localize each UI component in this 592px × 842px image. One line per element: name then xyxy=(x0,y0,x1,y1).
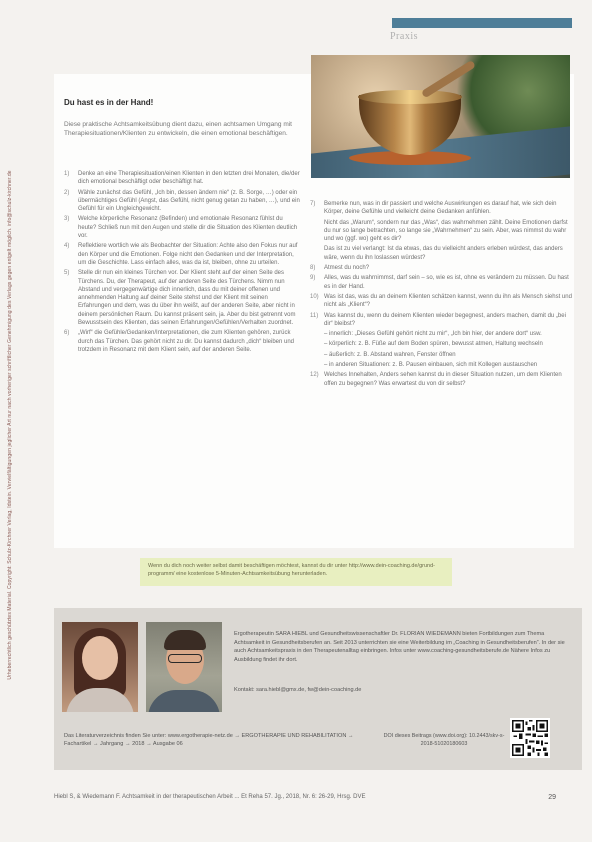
exercise-step xyxy=(310,330,572,338)
step-text: – in anderen Situationen: z. B. Pausen einbauen, sich mit Kollegen austauschen xyxy=(324,362,538,369)
author-contact: Kontakt: sara.hiebl@gmx.de, fw@dein-coaching.de xyxy=(234,687,362,693)
exercise-step xyxy=(64,329,300,354)
step-number: 5) xyxy=(64,270,70,277)
step-number: 1) xyxy=(64,171,70,177)
step-text: Atmest du noch? xyxy=(324,265,370,272)
step-number xyxy=(310,351,324,359)
author-photo-florian xyxy=(146,622,222,712)
step-text: – äußerlich: z. B. Abstand wahren, Fenster öffnen xyxy=(324,351,456,358)
page-number: 29 xyxy=(548,794,556,801)
step-text: Wähle zunächst das Gefühl, „Ich bin, dessen ändern nie“ (z. B. Sorge, …) oder ein übermächtiges Gefühl (Angst, das Gefühl, nicht genug getan zu haben, …), und ein Gefühl für ein Ungleichgewicht. xyxy=(78,189,300,213)
copyright-notice xyxy=(2,60,18,790)
exercise-step xyxy=(310,245,572,262)
photo-hair xyxy=(164,630,206,650)
footer-citation: Hiebl S, & Wiedemann F. Achtsamkeit in der therapeutischen Arbeit ... Et Reha 57. Jg., 2018, Nr. 6: 26-29, Hrsg. DVE xyxy=(54,794,366,800)
step-text: Reflektiere wortlich wie als Beobachter der Situation: Achte also den Fokus nur auf den Körper und die Emotionen. Folge nicht den Gedanken und der Interpretation, um die Geschichte. Lass einfach alles, was da ist, bleiben, ohne zu urteilen. xyxy=(78,243,298,266)
step-number: 10) xyxy=(310,293,319,300)
step-number xyxy=(310,361,324,369)
tip-box xyxy=(140,558,452,586)
exercise-step xyxy=(310,200,572,217)
exercise-title: Du hast es in der Hand! xyxy=(64,98,154,107)
step-text: Denke an eine Therapiesituation/einen Klienten in den letzten drei Monaten, die/der dich emotional beschäftigt oder beschäftigt hat. xyxy=(78,171,300,186)
step-number: 12) xyxy=(310,372,319,379)
author-bio: Ergotherapeutin SARA HIEBL und Gesundheitswissenschaftler Dr. FLORIAN WIEDEMANN bieten Fortbildungen zum Thema Achtsamkeit in Gesundheitsberufen an. Seit 2013 unterrichten sie eine Weiterbildung im „Coaching in Gesundheitsberufen“. In der sie auch Achtsamkeitspraxis in den Therapeutenalltag einbringen. Infos unter www.coaching-gesundheitsberufe.de Nähere Infos zu Ausbildung findet ihr dort. xyxy=(234,631,565,663)
step-number xyxy=(310,340,324,348)
exercise-step xyxy=(310,274,572,291)
step-number: 4) xyxy=(64,243,70,250)
exercise-steps-right xyxy=(310,200,572,390)
singing-bowl-photo xyxy=(311,55,570,178)
step-text: „Wirf“ die Gefühle/Gedanken/Interpretationen, die zum Klienten gehören, zurück durch das Türchen. Das gehört nicht zu dir. Du kannst dadurch „dich“ bleiben und trotzdem in Resonanz mit dem Klient sein, auf der anderen Seite. xyxy=(78,330,295,353)
photo-glasses xyxy=(168,654,202,663)
exercise-step xyxy=(64,269,300,327)
exercise-step xyxy=(310,351,572,359)
exercise-steps-left xyxy=(64,170,300,356)
qr-code-icon[interactable] xyxy=(510,718,550,758)
step-number: 6) xyxy=(64,330,70,337)
step-number: 7) xyxy=(310,201,316,207)
exercise-step xyxy=(310,219,572,244)
exercise-step xyxy=(310,293,572,310)
copyright-text: Urheberrechtlich geschütztes Material. Copyright: Schulz-Kirchner Verlag, Idstein. Vervielfältigungen jeglicher Art nur nach vorheriger schriftlicher Genehmigung des Verlags gegen entgelt möglich. info@schulz-kirchner.de xyxy=(7,170,13,680)
doi-text: DOI dieses Beitrags (www.doi.org): 10.2443/skv-s-2018-51020180603 xyxy=(383,733,505,748)
exercise-step xyxy=(64,189,300,214)
step-number: 9) xyxy=(310,275,316,282)
header-band xyxy=(392,18,572,28)
exercise-intro: Diese praktische Achtsamkeitsübung dient dazu, einen achtsamen Umgang mit Therapiesituationen/Klienten zu entwickeln, die einen emotional beschäftigen. xyxy=(64,121,292,137)
step-text: Stelle dir nun ein kleines Türchen vor. Der Klient steht auf der einen Seite des Türchens. Du, der Therapeut, auf der anderen Seite des Türchens. Nimm nun Abstand und vergegenwärtige dich innerlich, dass du mit deiner offenen und annehmenden Haltung auf deiner Seite stehst und der Klient mit seinen Erfahrungen und dem, was du über ihn weißt, auf der anderen Seite, aber nicht in deinem persönlichen Raum. Du kannst präsent sein, ja. Aber du bist getrennt vom Bewusstsein des Klienten, das seinen Erfahrungen/Gefühlen/Verhalten zuordnet. xyxy=(78,270,296,327)
exercise-step xyxy=(310,264,572,272)
step-number xyxy=(310,330,324,338)
exercise-step xyxy=(310,312,572,329)
exercise-step xyxy=(310,340,572,348)
literature-reference: Das Literaturverzeichnis finden Sie unter: www.ergotherapie-netz.de → ERGOTHERAPIE UND REHABILITATION → Fachartikel → Jahrgang → 2018 → Ausgabe 06 xyxy=(64,733,354,748)
exercise-step xyxy=(64,170,300,187)
step-number: 11) xyxy=(310,312,319,319)
step-text: Was kannst du, wenn du deinem Klienten wieder begegnest, anders machen, damit du „bei dir“ bleibst? xyxy=(324,312,566,327)
step-text: Bemerke nun, was in dir passiert und welche Auswirkungen es darauf hat, wie sich dein Körper, deine Gefühle und vielleicht deine Gedanken anfühlen. xyxy=(324,201,557,216)
step-number xyxy=(310,245,324,262)
exercise-step xyxy=(310,361,572,369)
step-text: Was ist das, was du an deinem Klienten schätzen kannst, wenn du ihn als Mensch siehst und nicht als „Klient“? xyxy=(324,293,572,309)
step-number: 2) xyxy=(64,189,70,196)
exercise-step xyxy=(64,242,300,267)
step-text: Nicht das „Warum“, sondern nur das „Was“, das wahrnehmen zählt. Deine Emotionen darfst du nur so lange betrachten, so lange sie „Wahrnehmen“ zu sein. Aber, was nimmst du wahr und wo (ggf. wo) geht es dir? xyxy=(324,219,568,243)
exercise-step xyxy=(310,371,572,388)
step-text: Welche körperliche Resonanz (Befinden) und emotionale Resonanz fühlst du heute? Schließ nun mit den Augen und stelle dir die Situation des Klienten deutlich vor. xyxy=(78,216,298,240)
step-text: Das ist zu viel verlangt: Ist da etwas, das du vielleicht anders erleben würdest, das anders wäre, wenn du ihn loslassen würdest? xyxy=(324,246,563,261)
tip-text: Wenn du dich noch weiter selbst damit beschäftigen möchtest, kannst du dir unter http://www.dein-coaching.de/grund-programm/ eine kostenlose 5-Minuten-Achtsamkeitsübung herunterladen. xyxy=(148,563,435,577)
exercise-step xyxy=(64,215,300,240)
step-text: – körperlich: z. B. Füße auf dem Boden spüren, bewusst atmen, Haltung wechseln xyxy=(324,341,543,348)
step-number xyxy=(310,219,324,244)
step-text: – innerlich: „Dieses Gefühl gehört nicht zu mir“, „Ich bin hier, der andere dort“ usw. xyxy=(324,331,542,338)
photo-face xyxy=(82,636,118,680)
section-label: Praxis xyxy=(390,31,418,42)
step-text: Alles, was du wahrnimmst, darf sein – so, wie es ist, ohne es verändern zu müssen. Du hast es in der Hand. xyxy=(324,275,569,290)
step-number: 8) xyxy=(310,265,316,272)
author-photo-sara xyxy=(62,622,138,712)
step-text: Welches Innehalten, Anders sehen kannst du in dieser Situation nutzen, um dem Klienten offen zu begegnen? Was erwartest du von dir selbst? xyxy=(324,372,562,387)
photo-bowl-rim xyxy=(358,90,462,104)
step-number: 3) xyxy=(64,216,70,223)
photo-shirt xyxy=(148,690,220,712)
